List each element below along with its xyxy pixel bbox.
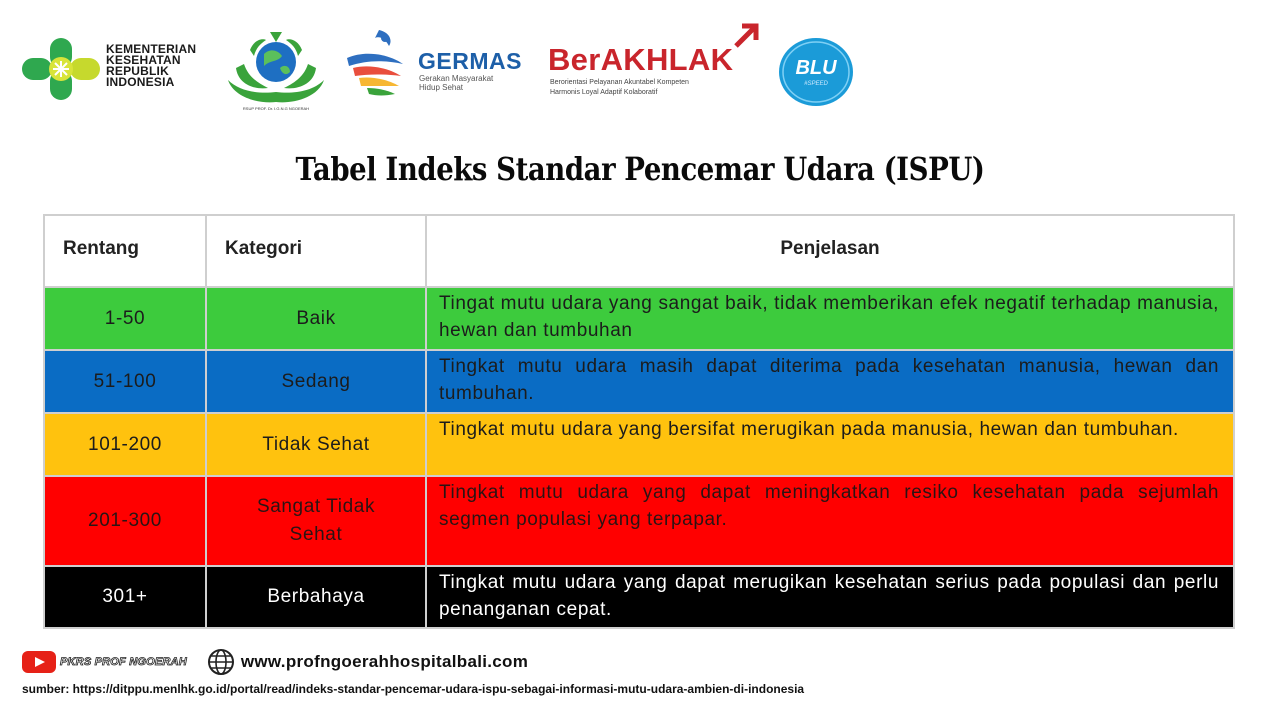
category-cell: [206, 476, 426, 566]
category-cell: Tidak Sehat: [206, 413, 426, 476]
range-cell: 1-50: [44, 287, 206, 350]
table-row-sedang: [44, 350, 1234, 413]
ispu-table: [43, 214, 1235, 629]
table-row-berbahaya: [44, 566, 1234, 628]
range-cell: 201-300: [44, 476, 206, 566]
blu-subtitle: #SPEED: [804, 81, 828, 87]
kemenkes-name: KEMENTERIAN KESEHATAN REPUBLIK INDONESIA: [106, 42, 197, 89]
range-cell: 51-100: [44, 350, 206, 413]
berakhlak-arrow-icon: [734, 22, 760, 48]
range-cell: 301+: [44, 566, 206, 628]
blu-logo: [778, 37, 854, 107]
germas-title: GERMAS: [418, 48, 522, 74]
description-cell: Tingkat mutu udara yang bersifat merugikan pada manusia, hewan dan tumbuhan.: [426, 413, 1234, 476]
table-row-sangat-tidak-sehat: [44, 476, 1234, 566]
header-kategori: Kategori: [206, 215, 426, 287]
website-link[interactable]: www.profngoerahhospitalbali.com: [240, 652, 529, 671]
youtube-icon[interactable]: [22, 651, 56, 673]
page-title: Tabel Indeks Standar Pencemar Udara (ISPU): [295, 150, 985, 188]
description-cell: Tingat mutu udara yang sangat baik, tidak memberikan efek negatif terhadap manusia, hewan dan tumbuhan: [426, 287, 1234, 350]
kemenkes-logo: [18, 34, 228, 104]
globe-icon: [207, 648, 235, 676]
youtube-channel-label[interactable]: PKRS PROF NGOERAH: [60, 656, 187, 668]
category-cell: Sedang: [206, 350, 426, 413]
berakhlak-subtitle: Berorientasi Pelayanan Akuntabel Kompeten Harmonis Loyal Adaptif Kolaboratif: [550, 79, 689, 96]
range-cell: 101-200: [44, 413, 206, 476]
blu-title: BLU: [795, 57, 837, 79]
kemenkes-emblem-icon: [18, 34, 104, 104]
berakhlak-logo: [548, 22, 768, 104]
header-penjelasan: Penjelasan: [426, 215, 1234, 287]
germas-swoosh-icon: [345, 28, 423, 98]
germas-subtitle: Gerakan Masyarakat Hidup Sehat: [419, 74, 494, 92]
header-rentang: Rentang: [44, 215, 206, 287]
rsup-logo: [220, 28, 332, 112]
source-citation: sumber: https://ditppu.menlhk.go.id/portal/read/indeks-standar-pencemar-udara-ispu-sebagai-informasi-mutu-udara-ambien-di-indonesia: [22, 682, 805, 696]
category-cell: Berbahaya: [206, 566, 426, 628]
table-header-row: [44, 215, 1234, 287]
germas-logo: [345, 28, 540, 106]
description-cell: Tingkat mutu udara masih dapat diterima pada kesehatan manusia, hewan dan tumbuhan.: [426, 350, 1234, 413]
category-line-1: Sangat Tidak: [256, 496, 376, 517]
footer-social: [22, 651, 528, 673]
berakhlak-title: BerAKHLAK: [548, 42, 734, 77]
table-row-baik: [44, 287, 1234, 350]
description-cell: Tingkat mutu udara yang dapat meningkatkan resiko kesehatan pada sejumlah segmen populasi yang terpapar.: [426, 476, 1234, 566]
category-line-2: Sehat: [289, 524, 343, 545]
rsup-emblem-icon: [220, 28, 332, 106]
rsup-caption: RSUP PROF. Dr. I.G.N.G NGOERAH: [242, 106, 310, 111]
table-row-tidak-sehat: [44, 413, 1234, 476]
description-cell: Tingkat mutu udara yang dapat merugikan kesehatan serius pada populasi dan perlu penanganan cepat.: [426, 566, 1234, 628]
category-cell: Baik: [206, 287, 426, 350]
